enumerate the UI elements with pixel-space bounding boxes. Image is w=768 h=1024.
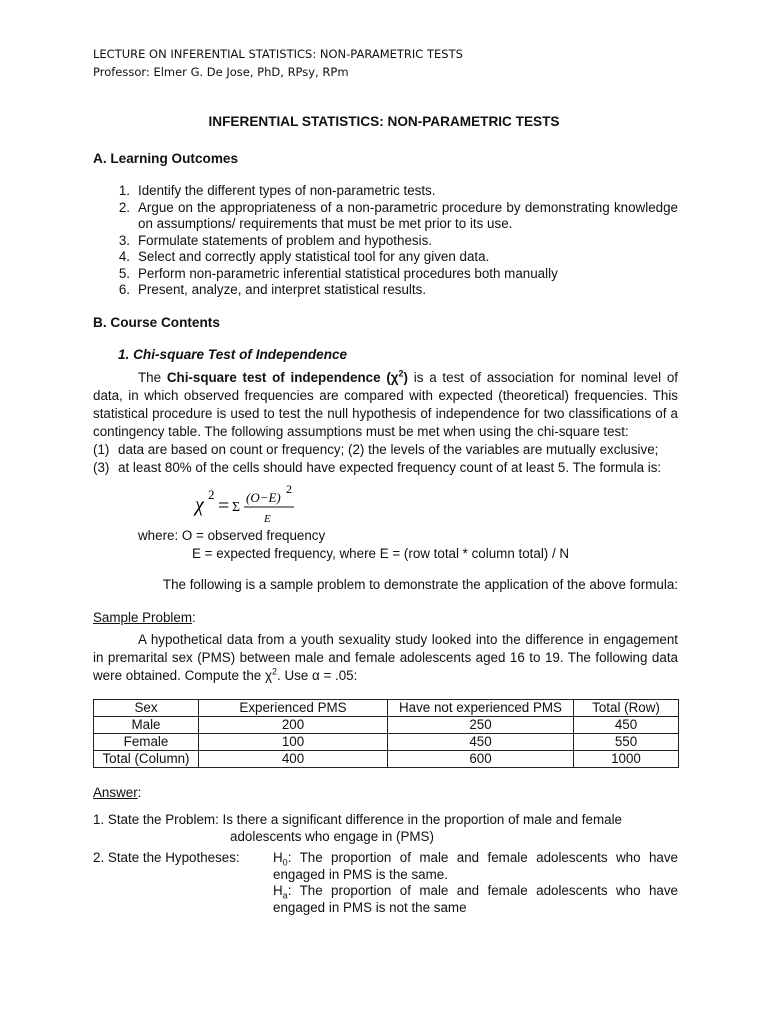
list-item-number: 5.	[118, 265, 130, 281]
section-a-heading: A. Learning Outcomes	[93, 151, 239, 166]
table-header-cell: Have not experienced PMS	[388, 700, 574, 717]
list-item-number: 6.	[118, 282, 130, 297]
table-cell: 200	[199, 717, 388, 734]
step-state-problem: 1. State the Problem: Is there a significant difference in the proportion of male and female adolescents who engage in (PMS)	[93, 812, 622, 844]
table-cell: 100	[199, 734, 388, 751]
table-header-row	[94, 700, 679, 717]
where-observed: where: O = observed frequency	[138, 528, 326, 543]
list-item-text: Argue on the appropriateness of a non-parametric procedure by demonstrating knowledge on assumptions/ requirements that must be met prior to its use.	[138, 199, 678, 231]
table-cell: 600	[388, 751, 574, 768]
formula-chi-sup: 2	[208, 487, 215, 502]
table-header-cell: Total (Row)	[574, 700, 679, 717]
list-item	[93, 233, 678, 250]
table-cell: 1000	[574, 751, 679, 768]
where-expected: E = expected frequency, where E = (row total * column total) / N	[192, 546, 570, 561]
section-b-heading: B. Course Contents	[93, 315, 220, 330]
list-item-number: 1.	[118, 183, 130, 198]
learning-outcomes-list	[93, 183, 678, 299]
intro-pre: The	[138, 370, 167, 385]
intro-rest: is a test of association for nominal level of data, in which observed frequencies are compared with expected (theoretical) frequencies. This statistical procedure is used to test the null hypothesis of independence for two classifications of a contingency table. The following assumptions must be met when using the chi-square test:	[93, 370, 678, 439]
table-cell: 450	[574, 717, 679, 734]
formula-sigma: Σ	[232, 500, 241, 515]
table-cell: Male	[94, 717, 199, 734]
formula-chi: χ	[195, 494, 204, 516]
hypotheses-label: 2. State the Hypotheses:	[93, 850, 240, 865]
lecture-header: LECTURE ON INFERENTIAL STATISTICS: NON-PARAMETRIC TESTS	[93, 47, 463, 61]
professor-line: Professor: Elmer G. De Jose, PhD, RPsy, RPm	[93, 65, 349, 79]
null-hypothesis: $H_0$: The proportion of male and female adolescents who have engaged in PMS is the same.	[273, 850, 678, 882]
list-item-text: Identify the different types of non-parametric tests.	[138, 183, 436, 198]
list-item	[93, 249, 678, 266]
chi-square-intro-paragraph	[93, 369, 678, 477]
chi-square-formula	[190, 483, 310, 527]
chi-square-subheading: 1. Chi-square Test of Independence	[118, 347, 348, 362]
table-row	[94, 717, 679, 734]
list-item	[93, 266, 678, 283]
list-item	[93, 282, 678, 299]
sample-problem-label: Sample Problem:	[93, 610, 196, 625]
formula-equals: =	[218, 495, 230, 517]
table-cell: 250	[388, 717, 574, 734]
assumption-line: (1) data are based on count or frequency; (2) the levels of the variables are mutually exclusive;	[93, 442, 659, 457]
table-cell: 400	[199, 751, 388, 768]
list-item-text: Select and correctly apply statistical tool for any given data.	[138, 249, 490, 264]
intro-term: Chi-square test of independence $(\chi^2)$	[166, 368, 408, 385]
alternative-hypothesis: $H_a$: The proportion of male and female adolescents who have engaged in PMS is not the same	[273, 883, 678, 915]
formula-denominator: E	[264, 513, 271, 525]
table-cell: 550	[574, 734, 679, 751]
formula-numerator: (O−E)	[246, 490, 281, 505]
table-cell: 450	[388, 734, 574, 751]
pms-data-table	[93, 699, 679, 768]
table-header-cell: Sex	[94, 700, 199, 717]
sample-problem-paragraph: A hypothetical data from a youth sexuality study looked into the difference in engagement in premarital sex (PMS) between male and female adolescents aged 16 to 19. The following data were obtained. Compute the $\chi^2$. Use α = .05:	[93, 632, 678, 683]
list-item-number: 3.	[118, 232, 130, 248]
list-item-number: 2.	[118, 199, 130, 215]
table-row	[94, 734, 679, 751]
following-sentence: The following is a sample problem to demonstrate the application of the above formula:	[162, 577, 678, 592]
list-item	[93, 200, 678, 233]
assumption-line: (3) at least 80% of the cells should have expected frequency count of at least 5. The formula is:	[93, 460, 662, 475]
list-item-text: Present, analyze, and interpret statistical results.	[138, 282, 427, 297]
table-cell: Female	[94, 734, 199, 751]
table-cell: Total (Column)	[94, 751, 199, 768]
list-item	[93, 183, 678, 200]
list-item-number: 4.	[118, 249, 130, 264]
step-state-hypotheses	[93, 850, 678, 916]
table-header-cell: Experienced PMS	[199, 700, 388, 717]
list-item-text: Perform non-parametric inferential statistical procedures both manually	[138, 265, 558, 281]
list-item-text: Formulate statements of problem and hypothesis.	[138, 232, 432, 248]
answer-label: Answer:	[93, 785, 142, 800]
document-title: INFERENTIAL STATISTICS: NON-PARAMETRIC TESTS	[208, 114, 560, 129]
table-row	[94, 751, 679, 768]
formula-num-sup: 2	[286, 483, 292, 496]
